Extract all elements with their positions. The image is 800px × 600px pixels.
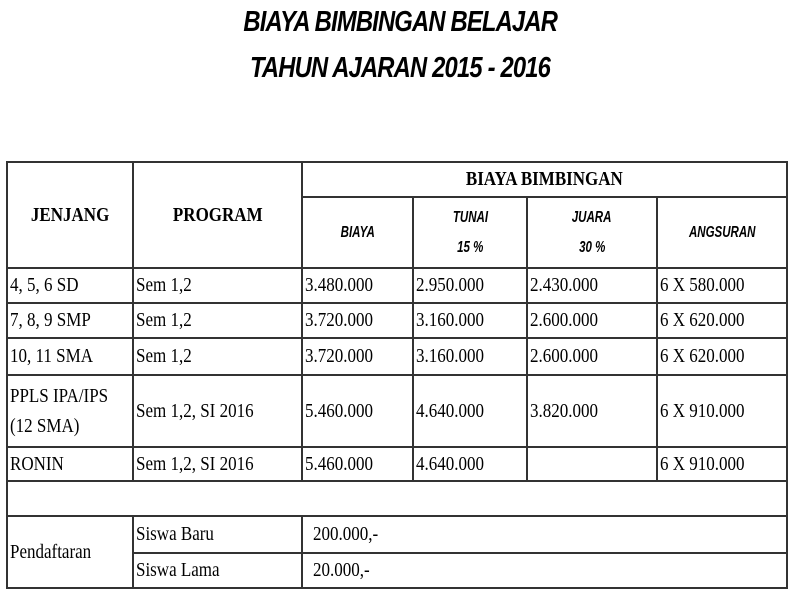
cell-juara: 2.430.000	[527, 268, 657, 303]
header-biaya-bimbingan: BIAYA BIMBINGAN	[302, 162, 787, 197]
spacer-row	[7, 481, 787, 516]
empty-cell	[7, 481, 787, 516]
cell-angsuran: 6 X 620.000	[657, 338, 787, 375]
pendaftaran-row	[7, 516, 787, 553]
cell-program: Sem 1,2	[133, 338, 302, 375]
cell-juara: 2.600.000	[527, 303, 657, 338]
siswa-baru-label: Siswa Baru	[133, 516, 302, 553]
cell-juara	[527, 447, 657, 481]
header-tunai: TUNAI 15 %	[413, 197, 527, 268]
cell-tunai: 3.160.000	[413, 303, 527, 338]
cell-biaya: 3.720.000	[302, 303, 413, 338]
table-row	[7, 447, 787, 481]
table-row	[7, 338, 787, 375]
cell-tunai: 3.160.000	[413, 338, 527, 375]
table-row	[7, 375, 787, 447]
cell-program: Sem 1,2, SI 2016	[133, 447, 302, 481]
cell-jenjang: 7, 8, 9 SMP	[7, 303, 133, 338]
cell-jenjang: PPLS IPA/IPS (12 SMA)	[7, 375, 133, 447]
cell-program: Sem 1,2, SI 2016	[133, 375, 302, 447]
siswa-baru-value: 200.000,-	[302, 516, 787, 553]
cell-juara: 3.820.000	[527, 375, 657, 447]
fee-table	[6, 161, 788, 589]
cell-biaya: 5.460.000	[302, 447, 413, 481]
cell-program: Sem 1,2	[133, 303, 302, 338]
cell-juara: 2.600.000	[527, 338, 657, 375]
table-row	[7, 303, 787, 338]
title-line-1: BIAYA BIMBINGAN BELAJAR	[243, 6, 557, 38]
cell-tunai: 4.640.000	[413, 447, 527, 481]
header-biaya: BIAYA	[302, 197, 413, 268]
cell-angsuran: 6 X 910.000	[657, 375, 787, 447]
header-program: PROGRAM	[133, 162, 302, 268]
header-juara: JUARA 30 %	[527, 197, 657, 268]
cell-tunai: 4.640.000	[413, 375, 527, 447]
cell-biaya: 3.480.000	[302, 268, 413, 303]
cell-tunai: 2.950.000	[413, 268, 527, 303]
cell-biaya: 3.720.000	[302, 338, 413, 375]
pendaftaran-label: Pendaftaran	[7, 516, 133, 588]
siswa-lama-label: Siswa Lama	[133, 553, 302, 588]
cell-jenjang: RONIN	[7, 447, 133, 481]
header-jenjang: JENJANG	[7, 162, 133, 268]
table-row	[7, 268, 787, 303]
cell-program: Sem 1,2	[133, 268, 302, 303]
cell-jenjang: 10, 11 SMA	[7, 338, 133, 375]
cell-angsuran: 6 X 620.000	[657, 303, 787, 338]
title-line-2: TAHUN AJARAN 2015 - 2016	[249, 52, 551, 84]
siswa-lama-value: 20.000,-	[302, 553, 787, 588]
cell-angsuran: 6 X 910.000	[657, 447, 787, 481]
header-angsuran: ANGSURAN	[657, 197, 787, 268]
cell-angsuran: 6 X 580.000	[657, 268, 787, 303]
cell-jenjang: 4, 5, 6 SD	[7, 268, 133, 303]
cell-biaya: 5.460.000	[302, 375, 413, 447]
